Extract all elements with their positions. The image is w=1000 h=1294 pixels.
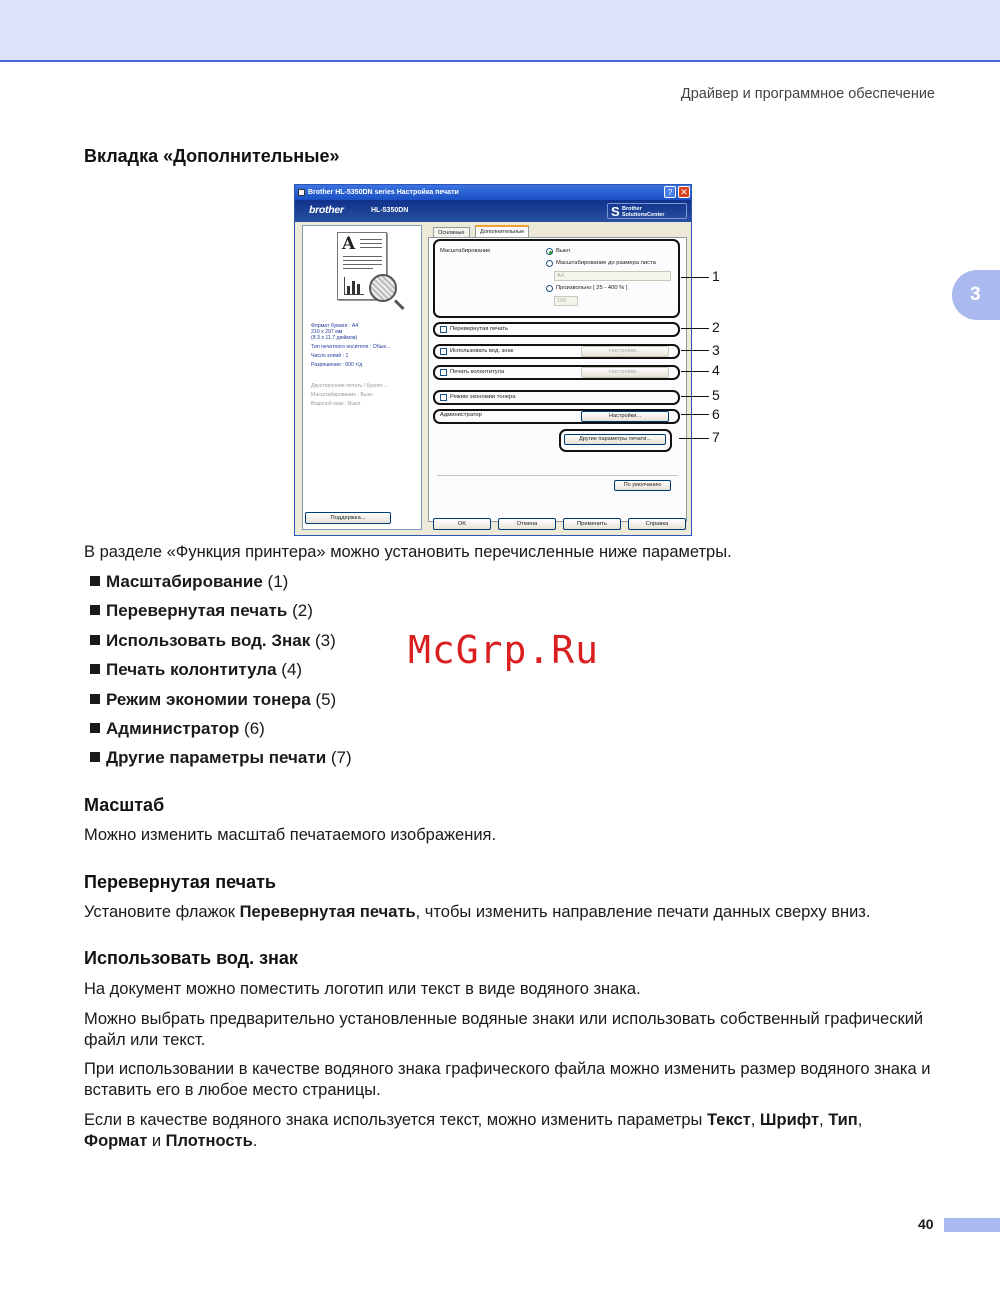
watermark-paragraph-4 <box>84 1110 944 1152</box>
preview-text-line <box>360 239 382 240</box>
callout-number-2: 2 <box>712 319 720 335</box>
list-item-bold: Масштабирование <box>106 572 263 591</box>
settings-summary <box>311 323 423 368</box>
brand-bar <box>295 200 691 222</box>
dialog-title: Brother HL-5350DN series Настройка печати <box>308 189 459 196</box>
bullet-square <box>90 576 100 586</box>
list-item <box>90 748 352 768</box>
solutions-line1: Brother <box>622 206 642 212</box>
preview-bar <box>347 286 350 294</box>
magnifier-icon <box>369 274 397 302</box>
list-item-bold: Другие параметры печати <box>106 748 327 767</box>
list-item-bold: Администратор <box>106 719 240 738</box>
preview-text-line <box>360 243 382 244</box>
info-line: (8.3 x 11.7 дюймов) <box>311 335 358 341</box>
watermark-paragraph-1: На документ можно поместить логотип или текст в виде водяного знака. <box>84 980 641 998</box>
text-run-bold: Перевернутая печать <box>239 903 416 921</box>
preview-text-line <box>343 268 373 269</box>
site-watermark: McGrp.Ru <box>408 628 600 672</box>
text-run: Установите флажок <box>84 903 240 921</box>
info-line: Разрешение : 600 т/д <box>311 362 363 368</box>
paper-size-select[interactable]: A4 <box>554 271 671 281</box>
text-run: , чтобы изменить направление печати данных сверху вниз. <box>415 903 871 921</box>
text-run: , <box>750 1111 760 1129</box>
callout-line-1 <box>681 277 709 278</box>
watermark-paragraph-3: При использовании в качестве водяного знака графического файла можно изменить размер водяного знака и вставить его в любое место страницы. <box>84 1060 931 1099</box>
tab-basic[interactable]: Основные <box>433 227 470 238</box>
header-band <box>0 0 1000 62</box>
header-footer-checkbox[interactable] <box>440 369 447 376</box>
magnifier-handle <box>394 299 405 310</box>
apply-button[interactable]: Применить <box>563 518 621 530</box>
reverse-print-checkbox[interactable] <box>440 326 447 333</box>
list-item-number: (5) <box>315 690 337 709</box>
list-item <box>90 690 336 710</box>
list-item <box>90 601 313 621</box>
scaling-off-radio[interactable] <box>546 248 553 255</box>
default-button[interactable]: По умолчанию <box>614 480 671 491</box>
callout-line-4 <box>681 371 709 372</box>
bullet-square <box>90 605 100 615</box>
page-number-band <box>944 1218 1000 1232</box>
preview-panel <box>302 225 422 530</box>
text-run-bold: Формат <box>84 1132 148 1150</box>
other-print-options-button[interactable]: Другие параметры печати... <box>564 434 666 445</box>
model-name: HL-5350DN <box>371 207 409 214</box>
info-line: 210 x 297 мм <box>311 329 343 335</box>
list-item-bold: Использовать вод. Знак <box>106 631 311 650</box>
page-number: 40 <box>918 1216 934 1232</box>
header-footer-settings-button[interactable]: Настройки... <box>581 367 669 378</box>
scaling-fit-radio[interactable] <box>546 260 553 267</box>
list-item <box>90 572 288 592</box>
text-run: , <box>819 1111 829 1129</box>
bullet-square <box>90 694 100 704</box>
solutions-center-button[interactable] <box>607 203 687 219</box>
advanced-tab-panel <box>428 237 687 522</box>
callout-number-5: 5 <box>712 387 720 403</box>
preview-letter: A <box>342 234 356 254</box>
callout-line-2 <box>681 328 709 329</box>
text-run-bold: Тип <box>828 1111 858 1129</box>
callout-number-1: 1 <box>712 268 720 284</box>
toner-save-label: Режим экономии тонера <box>450 394 516 400</box>
scale-percent-input[interactable]: 100 <box>554 296 578 306</box>
reverse-heading: Перевернутая печать <box>84 872 276 892</box>
preview-bar <box>357 284 360 294</box>
text-run-bold: Плотность <box>165 1132 253 1150</box>
help-button[interactable]: Справка <box>628 518 686 530</box>
scaling-free-label: Произвольно [ 25 - 400 % ] <box>556 285 628 291</box>
watermark-heading: Использовать вод. знак <box>84 948 298 968</box>
callout-line-3 <box>681 350 709 351</box>
callout-number-7: 7 <box>712 429 720 445</box>
bullet-square <box>90 635 100 645</box>
bullet-square <box>90 664 100 674</box>
list-item-number: (7) <box>330 748 352 767</box>
info-line: Число копий : 1 <box>311 353 349 359</box>
callout-line-7 <box>679 438 709 439</box>
list-item-number: (4) <box>281 660 303 679</box>
reverse-print-label: Перевернутая печать <box>450 326 508 332</box>
list-item-number: (2) <box>292 601 313 620</box>
list-item-number: (6) <box>244 719 265 738</box>
watermark-label: Использовать вод. знак <box>450 348 514 354</box>
list-item <box>90 631 336 651</box>
help-icon[interactable]: ? <box>664 186 676 198</box>
info-line: Двусторонняя печать / Буклет ... <box>311 383 389 389</box>
callout-line-6 <box>681 414 709 415</box>
watermark-checkbox[interactable] <box>440 348 447 355</box>
brother-logo: brother <box>309 204 344 216</box>
ok-button[interactable]: OK <box>433 518 491 530</box>
bullet-square <box>90 723 100 733</box>
bullet-square <box>90 752 100 762</box>
text-run-bold: Шрифт <box>759 1111 820 1129</box>
print-settings-dialog <box>294 184 692 536</box>
scale-heading: Масштаб <box>84 795 165 815</box>
support-button[interactable]: Поддержка... <box>305 512 391 524</box>
info-line: Водяной знак : Выкл <box>311 401 361 407</box>
text-run: Если в качестве водяного знака используется текст, можно изменить параметры <box>84 1111 708 1129</box>
intro-paragraph: В разделе «Функция принтера» можно установить перечисленные ниже параметры. <box>84 543 732 561</box>
text-run-bold: Текст <box>707 1111 751 1129</box>
info-line: Формат бумаги : A4 <box>311 323 359 329</box>
scaling-off-label: Выкл <box>556 248 571 254</box>
header-footer-label: Печать колонтитула <box>450 369 505 375</box>
solutions-center-icon: S <box>611 204 620 219</box>
text-run: , <box>857 1111 863 1129</box>
info-line: Масштабирование : Выкл <box>311 392 373 398</box>
section-title: Вкладка «Дополнительные» <box>84 146 340 166</box>
list-item-number: (1) <box>267 572 289 591</box>
callout-number-6: 6 <box>712 406 720 422</box>
list-item <box>90 719 265 739</box>
settings-summary-disabled <box>311 383 423 407</box>
reverse-paragraph <box>84 902 944 923</box>
close-icon[interactable]: ✕ <box>678 186 690 198</box>
text-run: . <box>252 1132 258 1150</box>
callout-number-3: 3 <box>712 342 720 358</box>
separator <box>437 475 678 476</box>
callout-line-5 <box>681 396 709 397</box>
chapter-tab: 3 <box>952 270 1000 320</box>
list-item-bold: Режим экономии тонера <box>106 690 311 709</box>
watermark-settings-button[interactable]: Настройки... <box>581 346 669 357</box>
printer-icon <box>298 189 305 196</box>
preview-chart <box>344 277 364 295</box>
list-item-bold: Печать колонтитула <box>106 660 277 679</box>
preview-text-line <box>343 264 382 265</box>
preview-bar <box>352 281 355 294</box>
solutions-line2: SolutionsCenter <box>622 212 665 218</box>
cancel-button[interactable]: Отмена <box>498 518 556 530</box>
info-line: Тип печатного носителя : Обык... <box>311 344 391 350</box>
dialog-titlebar <box>295 185 691 200</box>
scaling-label: Масштабирование <box>440 248 491 254</box>
watermark-paragraph-2: Можно выбрать предварительно установленные водяные знаки или использовать собственный графический файл или текст. <box>84 1010 924 1049</box>
list-item <box>90 660 302 680</box>
list-item-number: (3) <box>314 631 336 650</box>
preview-text-line <box>343 256 382 257</box>
preview-text-line <box>343 260 382 261</box>
running-head: Драйвер и программное обеспечение <box>680 86 935 102</box>
admin-label: Администратор <box>440 412 482 418</box>
preview-text-line <box>360 247 382 248</box>
solutions-center-label <box>622 206 664 218</box>
callout-number-4: 4 <box>712 362 720 378</box>
scaling-fit-label: Масштабирование до размера листа <box>556 260 656 266</box>
admin-settings-button[interactable]: Настройки... <box>581 411 669 422</box>
text-run: и <box>147 1132 166 1150</box>
scale-paragraph: Можно изменить масштаб печатаемого изображения. <box>84 826 497 844</box>
toner-save-checkbox[interactable] <box>440 394 447 401</box>
scaling-free-radio[interactable] <box>546 285 553 292</box>
list-item-bold: Перевернутая печать <box>106 601 288 620</box>
tab-advanced[interactable]: Дополнительные <box>475 225 529 238</box>
